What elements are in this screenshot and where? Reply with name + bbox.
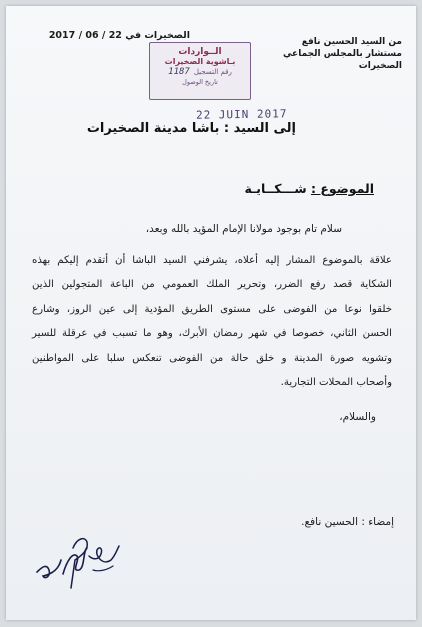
body-line: الشكاية قصد رفع الضرر، وتحرير الملك العمومي من الباعة المتجولين الذين bbox=[32, 279, 392, 291]
subject-label: الموضوع : bbox=[310, 181, 374, 196]
stamp-number-value: 1187 bbox=[168, 67, 190, 77]
sender-block bbox=[267, 36, 402, 72]
recipient-line: إلى السيد : باشا مدينة الصخيرات bbox=[86, 121, 296, 136]
body-line: خلقوا نوعا من الفوضى على مستوى الطريق المؤدية إلى عين الروز، وشارع bbox=[32, 303, 392, 315]
body-line: علاقة بالموضوع المشار إليه أعلاه، يشرفني السيد الباشا أن أتقدم إليكم بهذه bbox=[32, 255, 392, 266]
handwritten-signature bbox=[33, 530, 123, 592]
sender-name: من السيد الحسين نافع bbox=[301, 37, 402, 47]
signature-label: إمضاء : الحسين نافع. bbox=[301, 516, 394, 528]
stamp-number-label: رقم التسجيل bbox=[193, 68, 232, 76]
stamp-title: الــواردات bbox=[178, 47, 222, 57]
greeting: سلام تام بوجود مولانا الإمام المؤيد بالله وبعد، bbox=[145, 223, 342, 235]
date-line: الصخيرات في 22 / 06 / 2017 bbox=[48, 30, 190, 41]
stamp-date-label: تاريخ الوصول bbox=[182, 78, 218, 86]
stamp-subtitle: بـاشوية الصخيرات bbox=[164, 57, 236, 66]
sender-title: مستشار بالمجلس الجماعي bbox=[282, 49, 402, 59]
body-line: وأصحاب المحلات التجارية. bbox=[280, 377, 392, 389]
received-stamp bbox=[149, 42, 251, 100]
letter-body bbox=[32, 249, 392, 395]
sender-city: الصخيرات bbox=[358, 61, 402, 71]
subject-value: شـــكــايـة bbox=[244, 181, 307, 196]
body-line: وتشويه صورة المدينة و خلق حالة من الفوضى تنعكس سلبا على المواطنين bbox=[32, 352, 392, 364]
closing: والسلام، bbox=[339, 411, 376, 423]
stamp-number-row bbox=[150, 67, 250, 77]
stamp-received-date: 22 JUIN 2017 bbox=[195, 107, 288, 122]
subject-line bbox=[244, 181, 374, 196]
body-line: الحسن الثاني، خصوصا في شهر رمضان الأبرك، وهو ما تسبب في عرقلة للسير bbox=[32, 328, 392, 340]
letter-page bbox=[6, 6, 416, 620]
